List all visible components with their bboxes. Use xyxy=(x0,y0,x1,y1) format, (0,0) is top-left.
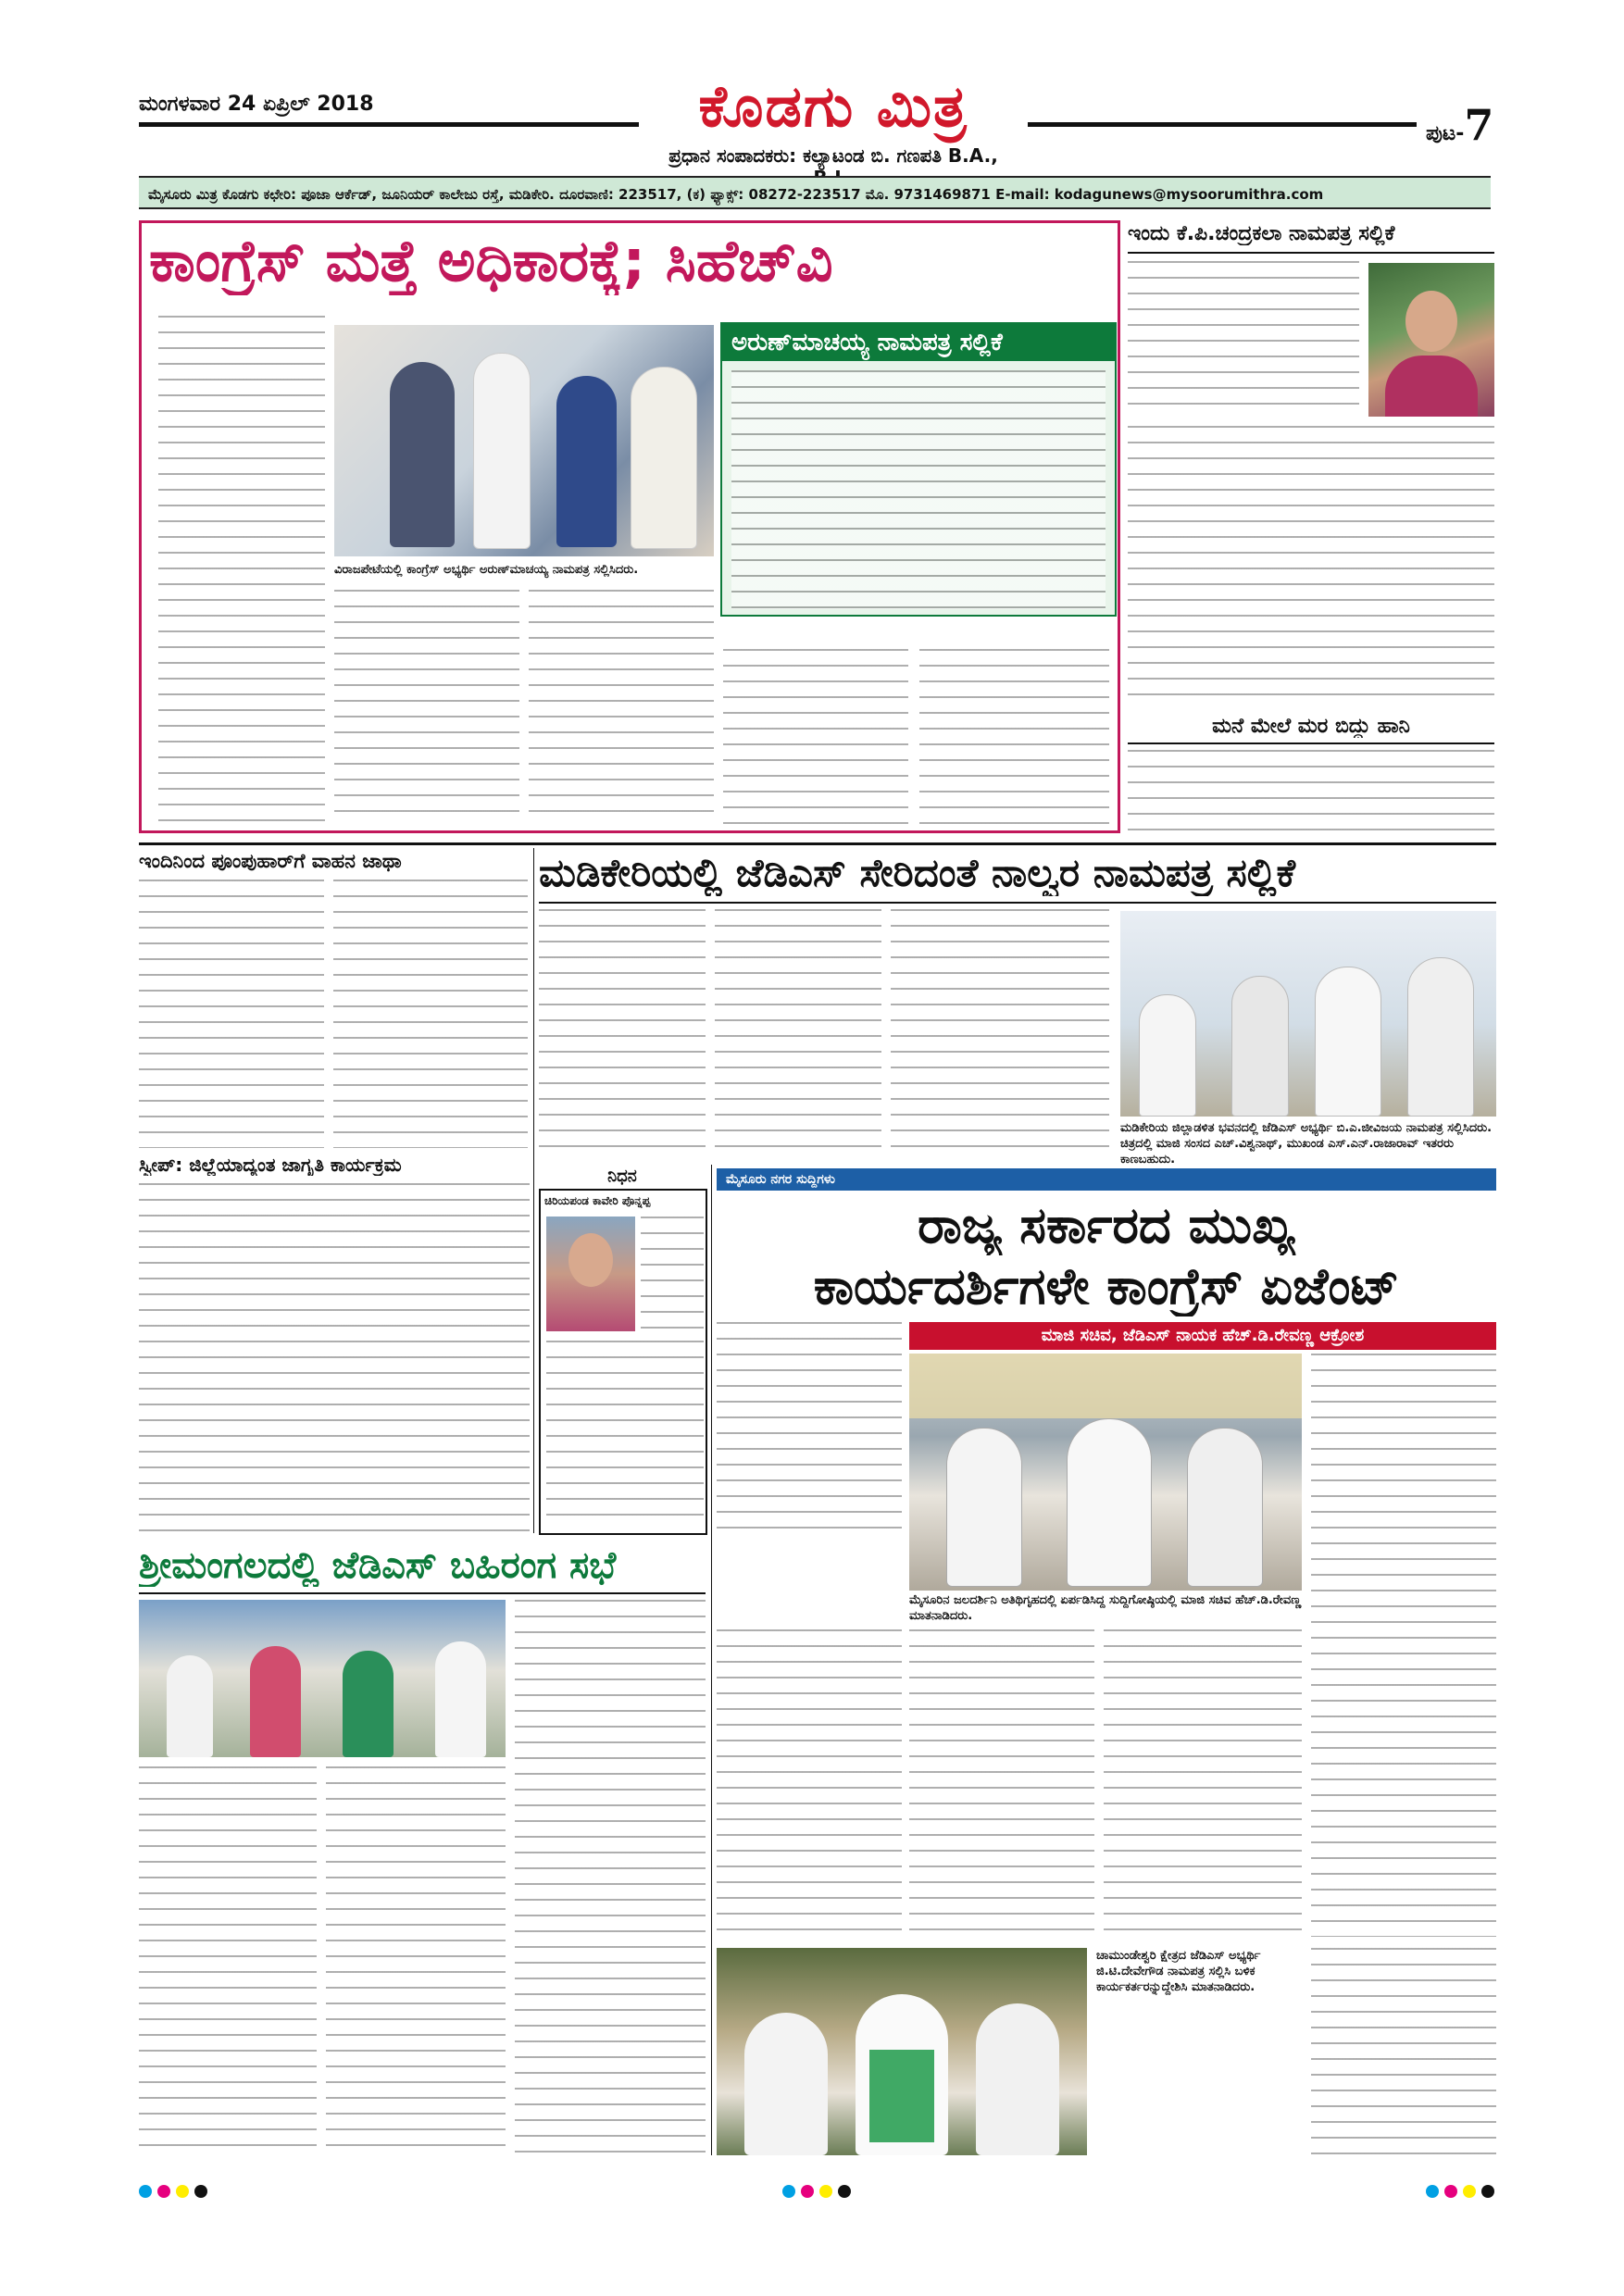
person-silhouette xyxy=(473,353,531,549)
color-dot xyxy=(1444,2185,1457,2198)
congress-headline: ಕಾಂಗ್ರೆಸ್ ಮತ್ತೆ ಅಧಿಕಾರಕ್ಕೆ; ಸಿಹೆಚ್‌ವಿ xyxy=(149,227,833,294)
face-silhouette xyxy=(1405,291,1457,352)
gtd-nomination-photo xyxy=(717,1948,1087,2155)
page-number xyxy=(1426,100,1493,150)
madikeri-photo-caption: ಮಡಿಕೇರಿಯ ಜಿಲ್ಲಾಡಳಿತ ಭವನದಲ್ಲಿ ಜೆಡಿಎಸ್ ಅಭ್ಯರ್ಥಿ ಬಿ.ಎ.ಜೀವಿಜಯ ನಾಮಪತ್ರ ಸಲ್ಲಿಸಿದರು. ಚಿತ್ರದಲ್ಲಿ ಮಾಜಿ ಸಂಸದ ಎಚ್.ವಿಶ್ವನಾಥ್, ಮುಖಂಡ ಎಸ್.ಎನ್.ರಾಜಾರಾವ್ ಇತರರು ಕಾಣಬಹುದು. xyxy=(1120,1121,1493,1167)
color-dot xyxy=(176,2185,189,2198)
arun-headline: ಅರುಣ್‌ಮಾಚಯ್ಯ ನಾಮಪತ್ರ ಸಲ್ಲಿಕೆ xyxy=(722,324,1115,361)
person-silhouette xyxy=(1067,1418,1152,1587)
tree-text xyxy=(1128,750,1494,831)
person-silhouette xyxy=(167,1655,213,1757)
chief-secretaries-text-col3b xyxy=(1104,1629,1302,1937)
congress-photo xyxy=(334,325,714,556)
editor-line: ಪ್ರಧಾನ ಸಂಪಾದಕರು: ಕಲ್ಯಾಟಂಡ ಬಿ. ಗಣಪತಿ B.A., xyxy=(668,144,998,167)
issue-date: ಮಂಗಳವಾರ 24 ಏಪ್ರಿಲ್ 2018 xyxy=(139,93,374,116)
chief-secretaries-subhead: ಮಾಜಿ ಸಚಿವ, ಜೆಡಿಎಸ್ ನಾಯಕ ಹೆಚ್.ಡಿ.ರೇವಣ್ಣ ಆಕ್ರೋಶ xyxy=(909,1322,1496,1350)
chandrakala-rule xyxy=(1128,252,1494,254)
chief-secretaries-text-col3 xyxy=(909,1629,1094,1937)
person-silhouette xyxy=(1315,967,1381,1117)
sweep-headline: ಸ್ವೀಪ್: ಜಿಲ್ಲೆಯಾದ್ಯಂತ ಜಾಗೃತಿ ಕಾರ್ಯಕ್ರಮ xyxy=(139,1154,402,1176)
sweep-text xyxy=(139,1183,530,1533)
obituary-label: ನಿಧನ xyxy=(607,1167,637,1186)
chandrakala-text-a xyxy=(1128,261,1359,417)
person-silhouette xyxy=(343,1651,394,1757)
poompuhar-text-col2 xyxy=(333,880,528,1148)
person-silhouette xyxy=(1139,994,1196,1117)
banner-backdrop xyxy=(909,1354,1302,1418)
registration-marks-center xyxy=(782,2185,851,2198)
chief-secretaries-text-col4 xyxy=(1311,1354,1496,1937)
madikeri-photo xyxy=(1120,911,1496,1117)
color-dot xyxy=(838,2185,851,2198)
registration-marks-right xyxy=(1426,2185,1494,2198)
madikeri-headline: ಮಡಿಕೇರಿಯಲ್ಲಿ ಜೆಡಿಎಸ್ ಸೇರಿದಂತೆ ನಾಲ್ವರ ನಾಮಪತ್ರ ಸಲ್ಲಿಕೆ xyxy=(539,850,1296,895)
person-silhouette xyxy=(1231,976,1289,1117)
chandrakala-headline: ಇಂದು ಕೆ.ಪಿ.ಚಂದ್ರಕಲಾ ನಾಮಪತ್ರ ಸಲ್ಲಿಕೆ xyxy=(1128,222,1395,245)
color-dot xyxy=(194,2185,207,2198)
person-silhouette xyxy=(631,367,697,549)
madikeri-text-col3 xyxy=(891,909,1109,1159)
congress-text-col2 xyxy=(334,590,519,825)
srimangala-text-col-right xyxy=(515,1600,706,2155)
congress-text-col3 xyxy=(529,590,714,825)
person-silhouette xyxy=(390,362,455,547)
congress-photo-caption: ವಿರಾಜಪೇಟೆಯಲ್ಲಿ ಕಾಂಗ್ರೆಸ್ ಅಭ್ಯರ್ಥಿ ಅರುಣ್‌ಮಾಚಯ್ಯ ನಾಮಪತ್ರ ಸಲ್ಲಿಸಿದರು. xyxy=(334,563,639,577)
green-scarf xyxy=(869,2050,934,2142)
srimangala-text-col2 xyxy=(326,1766,506,2155)
color-dot xyxy=(819,2185,832,2198)
color-dot xyxy=(139,2185,152,2198)
person-silhouette xyxy=(946,1428,1022,1587)
mysuru-news-strip: ಮೈಸೂರು ನಗರ ಸುದ್ದಿಗಳು xyxy=(717,1168,1496,1191)
body-silhouette xyxy=(1385,356,1478,417)
color-dot xyxy=(782,2185,795,2198)
congress-text-col1 xyxy=(158,316,325,825)
page-number-value: 7 xyxy=(1464,100,1494,150)
chandrakala-text-b xyxy=(1128,426,1494,708)
srimangala-photo xyxy=(139,1600,506,1757)
section-rule xyxy=(139,842,1496,845)
registration-marks-left xyxy=(139,2185,207,2198)
color-dot xyxy=(157,2185,170,2198)
congress-text-col4 xyxy=(723,649,908,825)
chief-secretaries-text-col5 xyxy=(1311,1948,1496,2155)
srimangala-rule xyxy=(139,1592,706,1594)
chandrakala-photo xyxy=(1368,263,1494,417)
arun-text xyxy=(731,370,1106,609)
obituary-name: ಚಿರಿಯಪಂಡ ಕಾವೇರಿ ಪೊನ್ನಪ್ಪ xyxy=(544,1194,651,1207)
gtd-photo-caption: ಚಾಮುಂಡೇಶ್ವರಿ ಕ್ಷೇತ್ರದ ಜೆಡಿಎಸ್ ಅಭ್ಯರ್ಥಿ ಜಿ.ಟಿ.ದೇವೇಗೌಡ ನಾಮಪತ್ರ ಸಲ್ಲಿಸಿ ಬಳಿಕ ಕಾರ್ಯಕರ್ತರನ್ನುದ್ದೇಶಿಸಿ ಮಾತನಾಡಿದರು. xyxy=(1096,1949,1261,1994)
madikeri-rule xyxy=(539,902,1496,904)
obituary-text-a xyxy=(641,1217,704,1331)
obituary-text-b xyxy=(546,1341,704,1526)
congress-text-col5 xyxy=(919,649,1109,825)
arun-story xyxy=(720,322,1117,617)
person-silhouette xyxy=(744,2013,828,2155)
person-silhouette xyxy=(556,376,617,547)
tree-rule xyxy=(1128,742,1494,744)
person-silhouette xyxy=(435,1641,486,1757)
revanna-photo-caption: ಮೈಸೂರಿನ ಜಲದರ್ಶಿನಿ ಅತಿಥಿಗೃಹದಲ್ಲಿ ಏರ್ಪಡಿಸಿದ್ದ ಸುದ್ದಿಗೋಷ್ಠಿಯಲ್ಲಿ ಮಾಜಿ ಸಚಿವ ಹೆಚ್.ಡಿ.ರೇವಣ್ಣ ಮಾತನಾಡಿದರು. xyxy=(909,1593,1302,1623)
face-silhouette xyxy=(568,1233,613,1287)
srimangala-text-col1 xyxy=(139,1766,317,2155)
chief-secretaries-text-col2 xyxy=(717,1629,902,1937)
madikeri-text-col2 xyxy=(715,909,881,1159)
person-silhouette xyxy=(250,1646,301,1757)
chief-secretaries-headline-2: ಕಾರ್ಯದರ್ಶಿಗಳೇ ಕಾಂಗ್ರೆಸ್ ಏಜೆಂಟ್ xyxy=(813,1257,1400,1316)
madikeri-text-col1 xyxy=(539,909,706,1159)
column-rule xyxy=(711,1165,712,2155)
tree-headline: ಮನೆ ಮೇಲೆ ಮರ ಬಿದ್ದು ಹಾನಿ xyxy=(1212,715,1410,738)
column-rule xyxy=(533,848,534,1533)
poompuhar-headline: ಇಂದಿನಿಂದ ಪೂಂಪುಹಾರ್‌ಗೆ ವಾಹನ ಜಾಥಾ xyxy=(139,850,402,872)
obituary-photo xyxy=(546,1217,635,1331)
masthead-rule-left xyxy=(139,122,639,127)
chief-secretaries-text-col1 xyxy=(717,1322,902,1533)
color-dot xyxy=(1481,2185,1494,2198)
person-silhouette xyxy=(976,2003,1059,2155)
srimangala-headline: ಶ್ರೀಮಂಗಲದಲ್ಲಿ ಜೆಡಿಎಸ್ ಬಹಿರಂಗ ಸಭೆ xyxy=(139,1544,617,1587)
color-dot xyxy=(1463,2185,1476,2198)
obituary-box xyxy=(539,1189,707,1535)
person-silhouette xyxy=(1407,957,1474,1117)
masthead-rule-right xyxy=(1028,122,1417,127)
color-dot xyxy=(801,2185,814,2198)
contact-strip: ಮೈಸೂರು ಮಿತ್ರ ಕೊಡಗು ಕಛೇರಿ: ಪೂಜಾ ಆರ್ಕೆಡ್, ಜೂನಿಯರ್ ಕಾಲೇಜು ರಸ್ತೆ, ಮಡಿಕೇರಿ. ದೂರವಾಣಿ: 223517, (ಕ) ಫ್ಯಾಕ್ಸ್: 08272-223517 ಮೊ. 9731469871 E-mail: kodagunews@mysoorumithra.com xyxy=(139,176,1491,209)
person-silhouette xyxy=(1187,1428,1263,1587)
poompuhar-text-col1 xyxy=(139,880,324,1148)
chief-secretaries-headline-1: ರಾಜ್ಯ ಸರ್ಕಾರದ ಮುಖ್ಯ xyxy=(918,1196,1295,1254)
newspaper-title: ಕೊಡಗು ಮಿತ್ರ xyxy=(698,72,968,140)
revanna-press-photo xyxy=(909,1354,1302,1591)
color-dot xyxy=(1426,2185,1439,2198)
page-label: ಪುಟ- xyxy=(1426,122,1465,145)
